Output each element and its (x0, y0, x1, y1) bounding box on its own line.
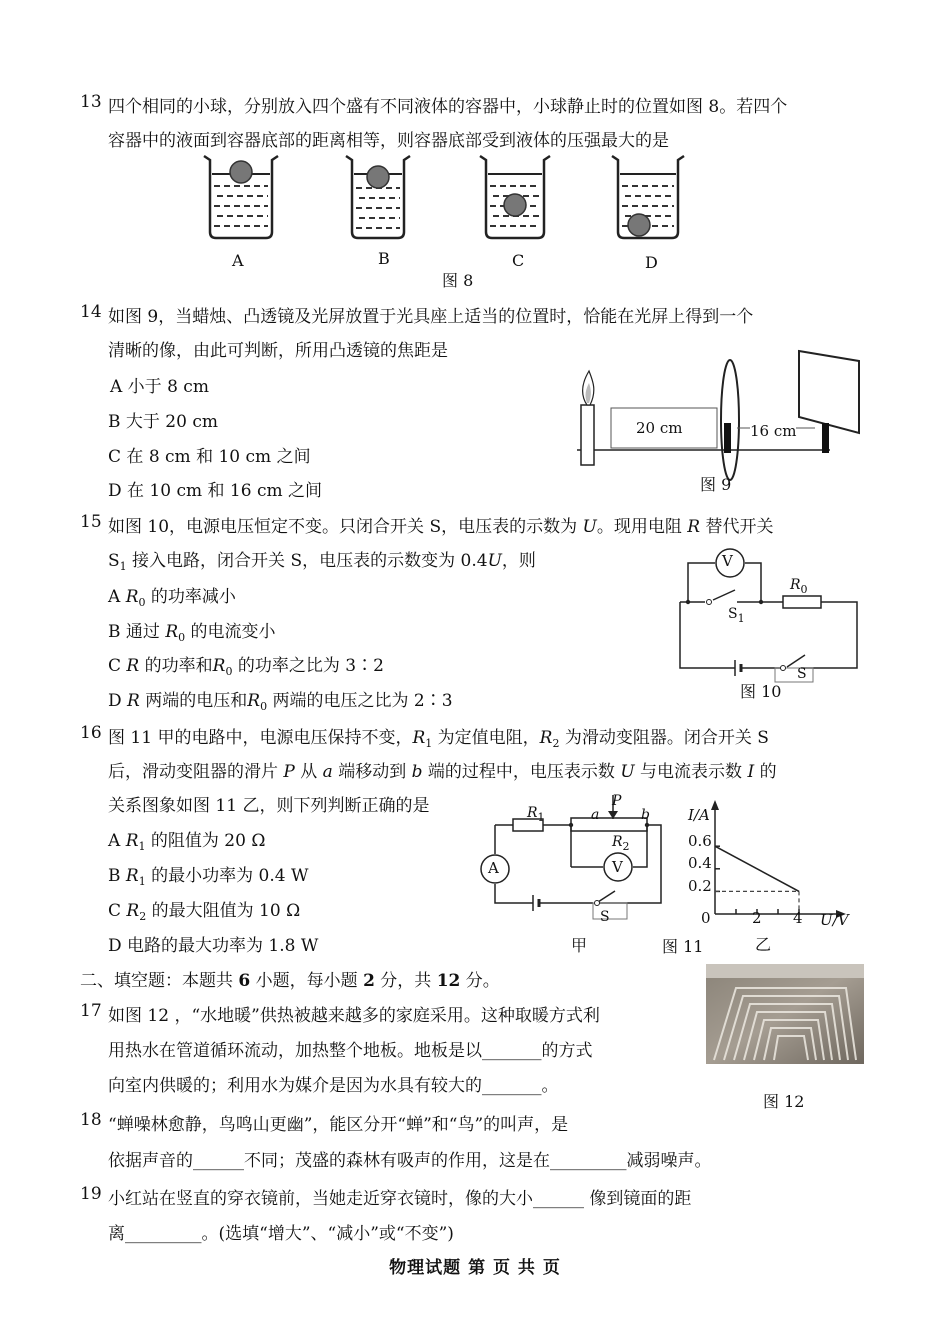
q16-stem-line3: 关系图象如图 11 乙，则下列判断正确的是 (108, 796, 430, 816)
screen (799, 351, 859, 453)
graph-x-label: U/V (820, 911, 849, 929)
fig11-label-yi: 乙 (755, 935, 772, 954)
ball-d (628, 214, 650, 236)
graph-ytick-02: 0.2 (688, 877, 712, 895)
q14-option-d: D 在 10 cm 和 16 cm 之间 (108, 481, 323, 501)
q18-line2: 依据声音的______不同；茂盛的森林有吸声的作用，这是在_________减弱噪声。 (108, 1151, 712, 1171)
figure-9 (575, 345, 865, 475)
q14-option-c: C 在 8 cm 和 10 cm 之间 (108, 447, 311, 467)
q19-line2: 离_________。(选填“增大”、“减小”或“不变”) (108, 1224, 454, 1244)
graph-y-label: I/A (688, 806, 710, 824)
graph-ytick-06: 0.6 (688, 832, 712, 850)
q14-stem-line1: 如图 9，当蜡烛、凸透镜及光屏放置于光具座上适当的位置时，恰能在光屏上得到一个 (108, 307, 754, 327)
q16-stem-line2: 后，滑动变阻器的滑片 P 从 a 端移动到 b 端的过程中，电压表示数 U 与电流表示数 I 的 (108, 762, 777, 782)
q14-option-b: B 大于 20 cm (108, 412, 218, 432)
q14-stem-line2: 清晰的像，由此可判断，所用凸透镜的焦距是 (108, 341, 448, 361)
figure-8 (190, 150, 710, 260)
q13-number: 13 (80, 92, 102, 112)
fig8-caption: 图 8 (442, 271, 474, 290)
beaker-d (612, 156, 684, 238)
q14-option-a: A 小于 8 cm (110, 377, 209, 397)
q18-number: 18 (80, 1110, 102, 1130)
fig10-s1-label: $S_1$ (728, 606, 745, 625)
candle (581, 371, 594, 465)
fig8-label-c: C (512, 251, 525, 270)
section-2-heading: 二、填空题：本题共 6 小题，每小题 2 分，共 12 分。 (80, 971, 500, 991)
fig11-b-label: b (641, 807, 650, 823)
q16-option-a: A $R_1$ 的阻值为 20 Ω (108, 831, 266, 853)
graph-xtick-2: 2 (752, 909, 762, 927)
fig11-r1-label: $R_1$ (527, 805, 545, 824)
fig9-distance-16: 16 cm (750, 422, 797, 440)
q17-line2: 用热水在管道循环流动，加热整个地板。地板是以_______的方式 (108, 1041, 593, 1061)
fig8-label-a: A (232, 251, 244, 270)
q15-stem-line1: 如图 10，电源电压恒定不变。只闭合开关 S，电压表的示数为 U。现用电阻 R 替代开关 (108, 517, 774, 537)
q13-stem-line2: 容器中的液面到容器底部的距离相等，则容器底部受到液体的压强最大的是 (108, 131, 669, 151)
q16-option-c: C $R_2$ 的最大阻值为 10 Ω (108, 901, 301, 923)
graph-xtick-4: 4 (793, 909, 803, 927)
fig8-label-d: D (645, 253, 658, 272)
figure-10 (675, 540, 875, 690)
q16-option-d: D 电路的最大功率为 1.8 W (108, 936, 319, 956)
q16-stem-line1: 图 11 甲的电路中，电源电压保持不变，$R_1$ 为定值电阻，$R_2$ 为滑动变阻器。闭合开关 S (108, 728, 769, 750)
ball-c (504, 194, 526, 216)
q16-option-b: B $R_1$ 的最小功率为 0.4 W (108, 866, 309, 888)
fig9-caption: 图 9 (700, 475, 732, 494)
q15-number: 15 (80, 512, 102, 532)
fig10-caption: 图 10 (740, 682, 782, 701)
fig8-label-b: B (378, 249, 390, 268)
q13-stem-line1: 四个相同的小球，分别放入四个盛有不同液体的容器中，小球静止时的位置如图 8。若四个 (108, 97, 788, 117)
fig11-r2-label: $R_2$ (612, 834, 630, 853)
fig11-switch-label: S (600, 909, 610, 925)
q17-line1: 如图 12 ，“水地暖”供热被越来越多的家庭采用。这种取暖方式利 (108, 1006, 600, 1026)
lens (721, 360, 739, 480)
page-footer: 物理试题 第 页 共 页 (389, 1258, 561, 1278)
q16-number: 16 (80, 723, 102, 743)
q19-number: 19 (80, 1184, 102, 1204)
q15-option-c: C R 的功率和$R_0$ 的功率之比为 3∶2 (108, 656, 384, 678)
fig11-caption: 图 11 (662, 937, 704, 956)
fig11-p-label: P (612, 793, 622, 809)
fig9-distance-20: 20 cm (636, 419, 683, 437)
beaker-b (346, 156, 410, 238)
fig12-caption: 图 12 (763, 1092, 805, 1111)
fig10-r0-label: $R_0$ (790, 577, 808, 596)
graph-series-line (715, 846, 799, 891)
q15-option-b: B 通过 $R_0$ 的电流变小 (108, 622, 276, 644)
ball-b (367, 166, 389, 188)
q15-option-d: D R 两端的电压和$R_0$ 两端的电压之比为 2∶3 (108, 691, 453, 713)
q19-line1: 小红站在竖直的穿衣镜前，当她走近穿衣镜时，像的大小______ 像到镜面的距 (108, 1189, 692, 1209)
q18-line1: “蝉噪林愈静，鸟鸣山更幽”，能区分开“蝉”和“鸟”的叫声，是 (108, 1115, 569, 1135)
q14-number: 14 (80, 302, 102, 322)
beaker-c (480, 156, 550, 238)
graph-ytick-04: 0.4 (688, 854, 712, 872)
q17-line3: 向室内供暖的；利用水为媒介是因为水具有较大的_______。 (108, 1076, 559, 1096)
fig11-voltmeter-label: V (612, 858, 623, 876)
fig11-a-label: a (591, 807, 600, 823)
q17-number: 17 (80, 1001, 102, 1021)
beaker-a (204, 156, 278, 238)
q15-stem-line2: $S_1$ 接入电路，闭合开关 S，电压表的示数变为 0.4U，则 (108, 551, 536, 573)
figure-12-floor-heating-photo (706, 964, 864, 1064)
fig10-voltmeter-label: V (722, 552, 733, 570)
fig10-s-label: S (797, 666, 807, 682)
fig11-label-jia: 甲 (571, 936, 588, 955)
graph-xtick-0: 0 (701, 909, 711, 927)
q15-option-a: A $R_0$ 的功率减小 (108, 587, 236, 609)
ball-a (230, 161, 252, 183)
fig11-ammeter-label: A (488, 859, 499, 877)
